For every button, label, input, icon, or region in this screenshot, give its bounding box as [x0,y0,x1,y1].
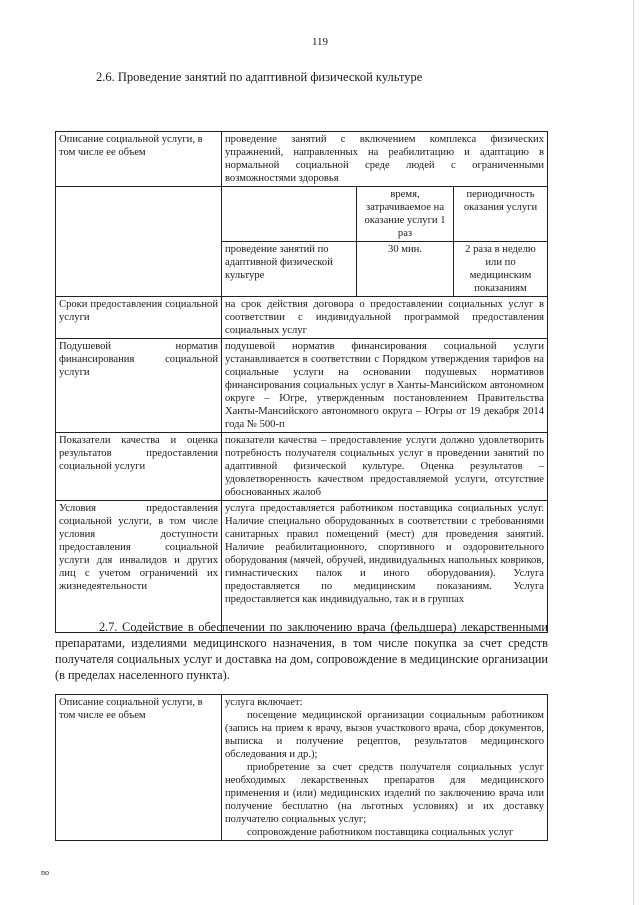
service-table-2-6 [55,131,548,633]
footer-mark: no [41,868,49,877]
page-number: 119 [311,36,329,48]
list-item: приобретение за счет средств получателя социальных услуг необходимых лекарственных препаратов для медицинского применения и (или) медицинских изделий по заключению врача или получение бесплатно (на льготных условиях) и их доставку получателю социальных услуг; [225,762,544,825]
empty-header-cell [222,187,357,242]
empty-cell [56,187,222,297]
service-name: проведение занятий по адаптивной физической культуре [222,242,357,297]
norm-label: Подушевой норматив финансирования социальной услуги [56,339,222,433]
list-item: сопровождение работником поставщика социальных услуг [247,827,514,838]
list-item: посещение медицинской организации социальным работником (запись на прием к врачу, вызов участкового врача, сбор документов, выписка и получение рецептов, результатов медицинского обследования и др.); [225,710,544,760]
desc-value-2 [222,695,548,841]
conditions-label: Условия предоставления социальной услуги, в том числе условия доступности предоставления социальной услуги для инвалидов и других лиц с учетом ограничений их жизнедеятельности [56,501,222,633]
time-table-cell [222,187,548,297]
section-2-7-paragraph: 2.7. Содействие в обеспечении по заключению врача (фельдшера) лекарственными препаратами, изделиями медицинского назначения, в том числе покупка за счет средств получателя социальных услуг и доставка на дом, сопровождение в медицинские организации (в пределах населенного пункта). [55,620,548,682]
time-value: 30 мин. [357,242,454,297]
desc-label-2: Описание социальной услуги, в том числе ее объем [56,695,222,841]
terms-value: на срок действия договора о предоставлении социальных услуг в соответствии с индивидуальной программой предоставления социальных услуг [222,297,548,339]
service-table-2-7 [55,694,548,841]
intro-text: услуга включает: [225,697,303,708]
col-time-header: время, затрачиваемое на оказание услуги 1 раз [357,187,454,242]
terms-label: Сроки предоставления социальной услуги [56,297,222,339]
section-heading: 2.6. Проведение занятий по адаптивной физической культуре [96,70,423,84]
time-table [222,187,547,296]
conditions-value: услуга предоставляется работником поставщика социальных услуг. Наличие специально оборудованных в соответствии с требованиями санитарных правил помещений (мест) для проведения занятий. Наличие реабилитационного, спортивного и оздоровительного оборудования (мячей, обручей, индивидуальных напольных ковриков, гимнастических палок и иного оборудования). Услуга предоставляется по медицинским показаниям. Услуга предоставляется как индивидуально, так и в группах [222,501,548,633]
quality-label: Показатели качества и оценка результатов предоставления социальной услуги [56,433,222,501]
quality-value: показатели качества – предоставление услуги должно удовлетворить потребность получателя социальных услуг в проведении занятий по адаптивной физической культуре. Оценка результатов – удовлетворенность качеством предоставляемой услуги, отсутствие обоснованных жалоб [222,433,548,501]
col-period-header: периодичность оказания услуги [454,187,548,242]
desc-value: проведение занятий с включением комплекса физических упражнений, направленных на реабилитацию и адаптацию в нормальной социальной среде людей с ограниченными возможностями здоровья [222,132,548,187]
period-value: 2 раза в неделю или по медицинским показаниям [454,242,548,297]
norm-value: подушевой норматив финансирования социальной услуги устанавливается в соответствии с Порядком утверждения тарифов на социальные услуги на основании подушевых нормативов финансирования социальных услуг в Ханты-Мансийском автономном округе – Югре, утвержденным постановлением Правительства Ханты-Мансийского автономного округа – Югры от 19 декабря 2014 года № 500-п [222,339,548,433]
desc-label: Описание социальной услуги, в том числе ее объем [56,132,222,187]
scan-edge-line [633,0,634,905]
